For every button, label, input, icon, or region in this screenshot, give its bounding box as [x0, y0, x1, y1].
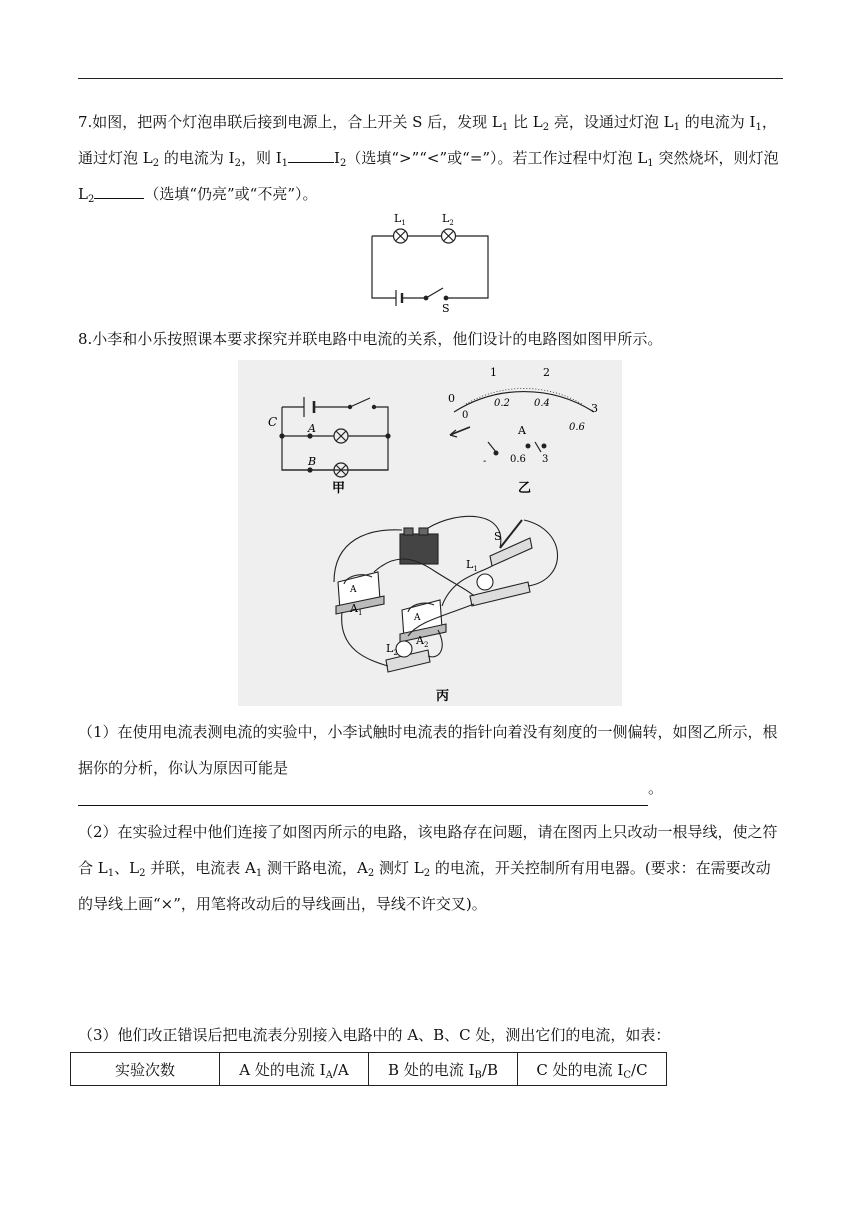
- lamp-l2-label: $L_2$: [442, 212, 454, 227]
- table-header-trials: 实验次数: [71, 1053, 220, 1086]
- scale-bottom-02: 0.2: [494, 398, 510, 409]
- label-jia: 甲: [332, 481, 346, 496]
- terminal-06: 0.6: [510, 454, 526, 465]
- label-bing: 丙: [436, 689, 450, 704]
- scale-bottom-0: 0: [462, 410, 469, 421]
- point-a-label: A: [308, 422, 316, 435]
- answer-line-8-1[interactable]: 。: [78, 770, 663, 806]
- blank-7-2[interactable]: [94, 178, 144, 199]
- a1-label: $A_1$: [350, 602, 363, 617]
- diagram-jia: [280, 397, 390, 477]
- parallel-circuit-figure: [238, 360, 622, 706]
- point-b-label: B: [308, 455, 317, 468]
- l1-label: $L_1$: [466, 558, 478, 573]
- point-c-label: C: [268, 415, 278, 429]
- terminal-minus: -: [483, 456, 487, 467]
- label-yi: 乙: [518, 481, 532, 496]
- a1-face-label: A: [350, 585, 357, 595]
- scale-bottom-04: 0.4: [534, 398, 550, 409]
- physical-circuit-bing: [334, 516, 558, 672]
- scale-top-0: 0: [448, 392, 455, 405]
- table-header-c: C 处的电流 $I_C/C$: [518, 1053, 667, 1086]
- a2-face-label: A: [414, 613, 421, 623]
- lamp-l1-label: $L_1$: [394, 212, 406, 227]
- question-8-part-3: （3）他们改正错误后把电流表分别接入电路中的 A、B、C 处，测出它们的电流，如表：: [78, 1026, 671, 1044]
- answer-blank[interactable]: [78, 781, 648, 806]
- series-circuit-figure: [366, 210, 494, 314]
- blank-7-1[interactable]: [288, 142, 334, 163]
- scale-bottom-06: 0.6: [569, 422, 585, 433]
- l2-label: $L_2$: [386, 642, 398, 657]
- question-8-part-2: （2）在实验过程中他们连接了如图丙所示的电路，该电路存在问题，请在图丙上只改动一根导线，使之符合 $L_1$、$L_2$ 并联，电流表 $A_1$ 测干路电流，$A_2$ 测灯 $L_2$ 的电流，开关控制所有用电器。(要求：在需要改动的导线上画“×”，用笔将改动后的导线画出，导线不许交叉)。: [78, 823, 778, 913]
- scale-top-1: 1: [490, 366, 497, 379]
- question-7-text: 7.如图，把两个灯泡串联后接到电源上，合上开关 S 后，发现 $L_1$ 比 $L_2$ 亮，设通过灯泡 $L_1$ 的电流为 $I_1$，通过灯泡 $L_2$ 的电流为 $I_2$，则 $I_1$ $I_2$（选填“>”“<”或“=”）。若工作过程中灯泡 $L_1$ 突然烧坏，则灯泡 $L_2$ （选填“仍亮”或“不亮”）。: [78, 113, 779, 205]
- top-rule: [78, 78, 783, 79]
- switch-s-label: S: [442, 302, 450, 314]
- question-8-part-1: （1）在使用电流表测电流的实验中，小李试触时电流表的指针向着没有刻度的一侧偏转，如图乙所示，根据你的分析，你认为原因可能是: [78, 723, 778, 777]
- a2-label: $A_2$: [416, 634, 429, 649]
- question-8-intro: 8.小李和小乐按照课本要求探究并联电路中电流的关系，他们设计的电路图如图甲所示。: [78, 330, 663, 348]
- table-header-b: B 处的电流 $I_B/B$: [369, 1053, 518, 1086]
- table-header-row: [71, 1053, 667, 1086]
- scale-top-3: 3: [591, 402, 598, 415]
- table-header-a: A 处的电流 $I_A/A$: [220, 1053, 369, 1086]
- terminal-3: 3: [542, 454, 549, 465]
- meter-unit: A: [518, 424, 526, 437]
- results-table: [70, 1052, 667, 1086]
- switch-s-label-bing: S: [494, 530, 502, 543]
- scale-top-2: 2: [543, 366, 550, 379]
